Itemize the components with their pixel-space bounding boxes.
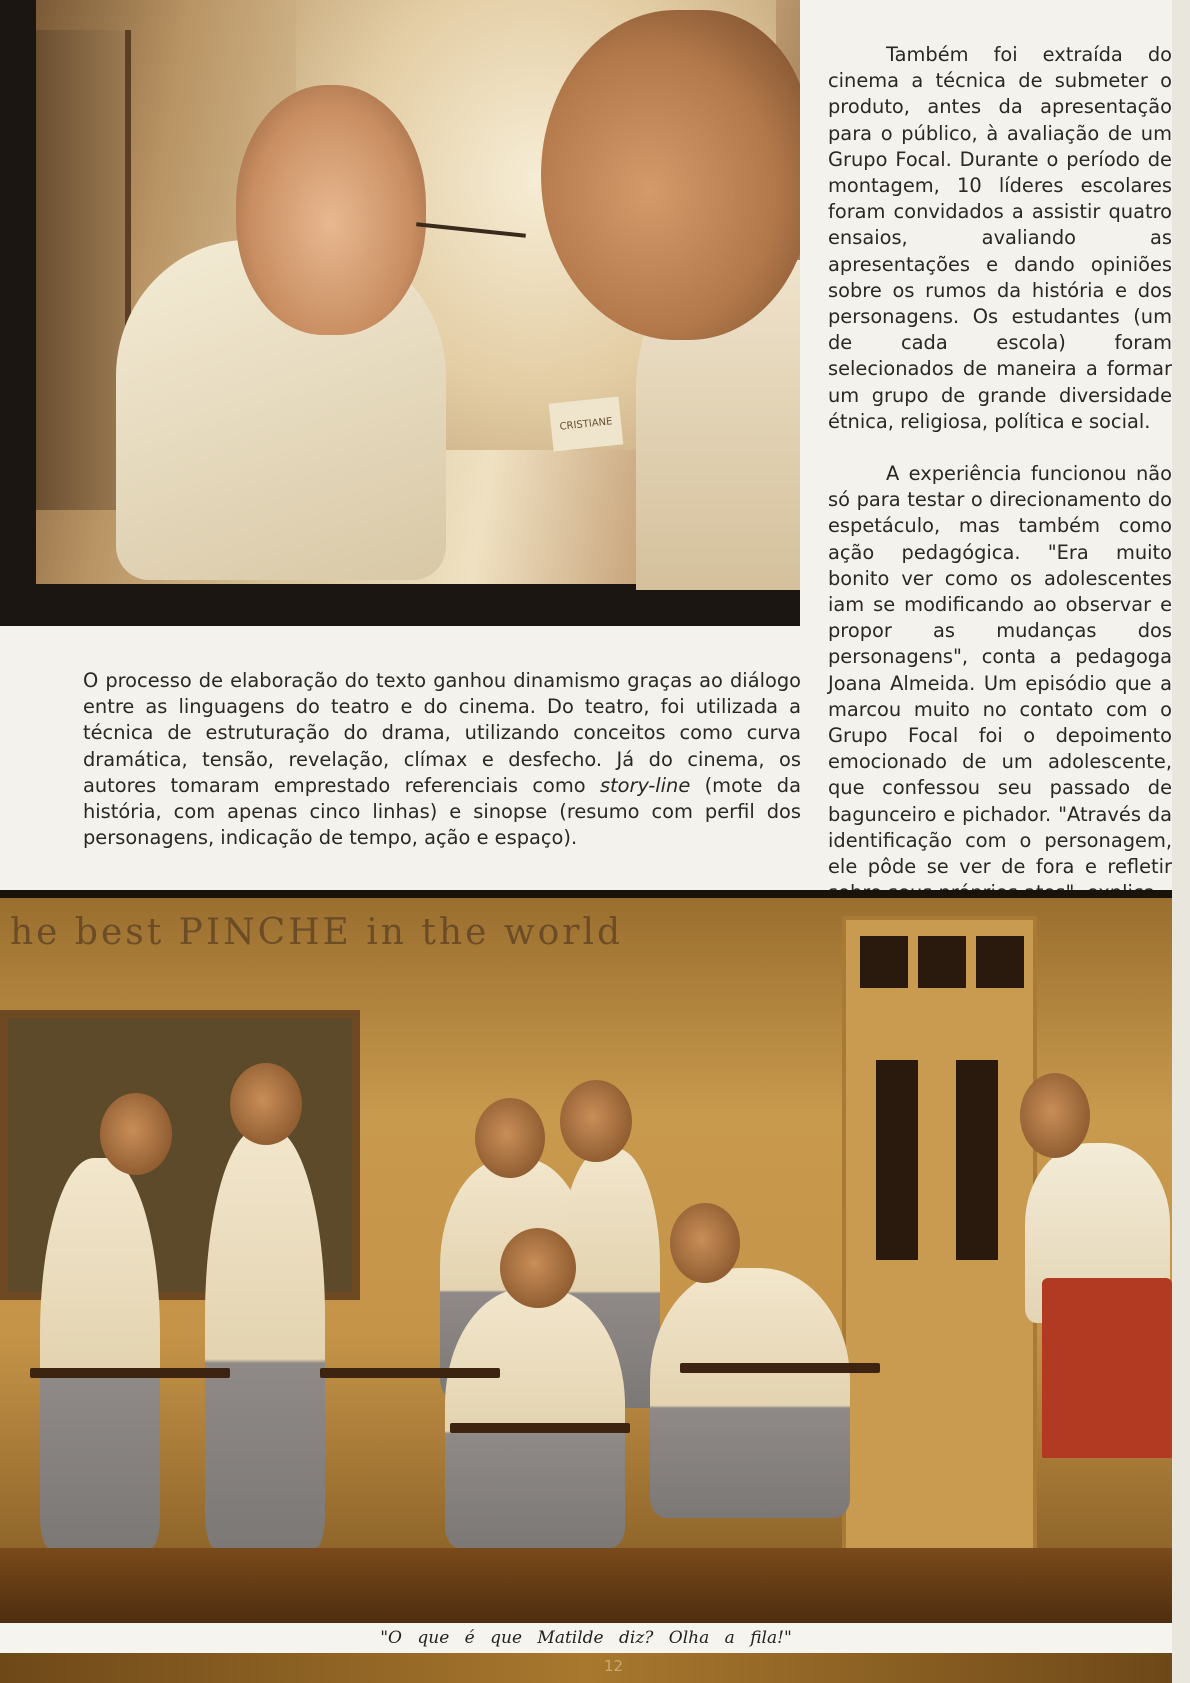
photo-actress-sunglasses-head xyxy=(475,1098,545,1178)
bottom-photo-strip xyxy=(0,1653,1172,1683)
photo-actress-desk xyxy=(650,1268,850,1518)
photo-actor-1 xyxy=(40,1158,160,1548)
photo-door-pane xyxy=(860,936,908,988)
photo-school-desk xyxy=(450,1423,630,1433)
photo-door-slot xyxy=(956,1060,998,1260)
page-margin-right xyxy=(1172,0,1190,1683)
photo-name-card: CRISTIANE xyxy=(549,396,624,451)
article-column-right xyxy=(828,42,1172,907)
paragraph-grupo-focal: Também foi extraída do cinema a técnica de submeter o produto, antes da apresentação para o público, à avaliação de um Grupo Focal. Durante o período de montagem, 10 líderes escolares foram convidados a assistir quatro ensaios, avaliando as apresentações e dando opiniões sobre os rumos da história e dos personagens. Os estudantes (um de cada escola) foram selecionados de maneira a formar um grupo de grande diversidade étnica, religiosa, política e social. xyxy=(828,43,1172,433)
photo-actress-seated xyxy=(445,1288,625,1548)
photo-caption: "O que é que Matilde diz? Olha a fila!" xyxy=(380,1628,792,1648)
photo-actress-desk-head xyxy=(670,1203,740,1283)
paragraph-processo-part2: (mote da história, com apenas cinco linhas) e sinopse (resumo com perfil dos personagens, indicação de tempo, ação e espaço). xyxy=(83,773,801,850)
article-column-left xyxy=(83,668,801,851)
paragraph-experiencia: A experiência funcionou não só para testar o direcionamento do espetáculo, mas também como ação pedagógica. "Era muito bonito ver como os adolescentes iam se modificando ao observar e propor as mudanças dos personagens", conta a pedagoga Joana Almeida. Um episódio que a marcou muito no contato com o Grupo Focal foi o depoimento emocionado de um adolescente, que confessou seu passado de bagunceiro e pichador. "Através da identificação com o personagem, ele pôde se ver de fora e refletir xyxy=(828,462,1172,879)
photo-actor-2-head xyxy=(230,1063,302,1145)
photo-stage-backdrop xyxy=(0,898,1172,1623)
photo-teacher-head xyxy=(1020,1073,1090,1158)
photo-actor-standing-head xyxy=(560,1080,632,1162)
photo-makeup-scene xyxy=(36,0,800,584)
photo-girl-reflection-head xyxy=(236,85,426,335)
photo-graffiti-text: he best PINCHE in the world xyxy=(10,912,624,953)
photo-door-pane xyxy=(918,936,966,988)
paragraph-processo-part1: O processo de elaboração do texto ganhou dinamismo graças ao diálogo entre as linguagens do teatro e do cinema. Do teatro, foi utilizada a técnica de estruturação do drama, utilizando conceitos como curva dramática, tensão, revelação, clímax e desfecho. Já do cinema, os autores tomaram emprestado referenciais como xyxy=(83,669,801,797)
photo-school-desk xyxy=(30,1368,230,1378)
paragraph-processo xyxy=(83,668,801,851)
page-number: 12 xyxy=(604,1657,624,1675)
photo-stage-classroom xyxy=(0,890,1172,1623)
photo-teacher-skirt xyxy=(1042,1278,1172,1458)
photo-actor-2 xyxy=(205,1128,325,1548)
photo-actor-1-head xyxy=(100,1093,172,1175)
photo-door-pane xyxy=(976,936,1024,988)
story-line-term: story-line xyxy=(599,773,691,797)
photo-stage-floor xyxy=(0,1548,1172,1623)
photo-school-desk xyxy=(320,1368,500,1378)
photo-door-slot xyxy=(876,1060,918,1260)
photo-school-desk xyxy=(680,1363,880,1373)
photo-stage-door xyxy=(842,916,1037,1606)
photo-caption-bar xyxy=(0,1623,1172,1653)
photo-girl-foreground-head xyxy=(541,10,800,340)
photo-makeup-mirror xyxy=(0,0,800,626)
photo-actress-seated-head xyxy=(500,1228,576,1308)
